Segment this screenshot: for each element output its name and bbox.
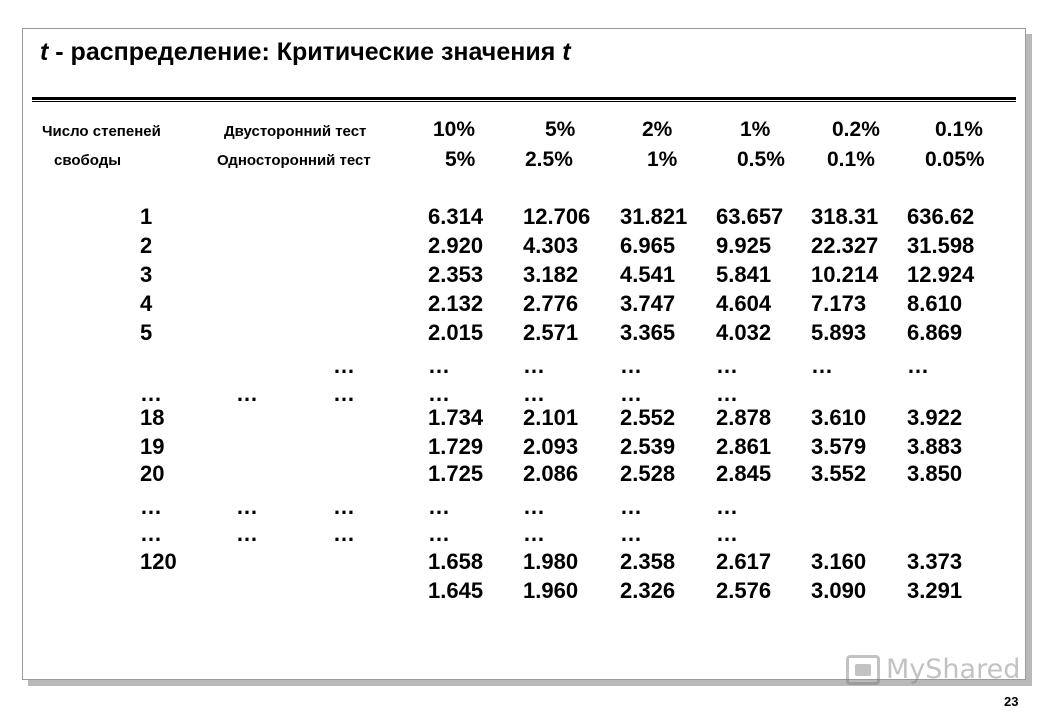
t-value-cell: 2.861 <box>716 434 772 459</box>
t-value-cell: 63.657 <box>716 204 784 229</box>
t-value-cell: 2.326 <box>620 578 676 603</box>
t-value-cell: 2.101 <box>523 405 579 430</box>
t-value-cell: 2.086 <box>523 461 579 486</box>
ellipsis-cell: … <box>140 521 162 546</box>
ellipsis-cell: … <box>236 494 258 519</box>
t-value-cell: 31.821 <box>620 204 688 229</box>
ellipsis-cell: … <box>236 381 258 406</box>
title-rule-thin <box>32 101 1016 102</box>
t-value-cell: 1.725 <box>428 461 484 486</box>
two-tailed-level: 0.2% <box>832 118 880 141</box>
t-value-cell: 3.182 <box>523 262 579 287</box>
one-tailed-level: 0.1% <box>827 148 875 171</box>
t-value-cell: 2.528 <box>620 461 676 486</box>
t-value-cell: 2.617 <box>716 549 772 574</box>
two-tailed-level: 0.1% <box>935 118 983 141</box>
ellipsis-cell: … <box>716 353 738 378</box>
t-value-cell: 3.883 <box>907 434 963 459</box>
title-t-symbol: t <box>40 38 49 66</box>
one-tailed-level: 1% <box>647 148 678 171</box>
ellipsis-cell: … <box>333 353 355 378</box>
t-value-cell: 2.878 <box>716 405 772 430</box>
t-value-cell: 2.776 <box>523 291 579 316</box>
t-value-cell: 2.015 <box>428 320 484 345</box>
two-tailed-level: 10% <box>433 118 476 141</box>
two-tailed-label: Двусторонний тест <box>224 123 367 140</box>
t-value-cell: 2.552 <box>620 405 676 430</box>
one-tailed-level: 0.5% <box>737 148 785 171</box>
t-value-cell: 22.327 <box>811 233 879 258</box>
t-value-cell: 2.539 <box>620 434 676 459</box>
df-cell: 4 <box>140 291 153 316</box>
t-value-cell: 3.850 <box>907 461 963 486</box>
presentation-icon <box>846 655 880 685</box>
ellipsis-cell: … <box>716 381 738 406</box>
t-value-cell: 12.706 <box>523 204 591 229</box>
t-value-cell: 3.579 <box>811 434 867 459</box>
ellipsis-cell: … <box>523 521 545 546</box>
ellipsis-cell: … <box>140 381 162 406</box>
one-tailed-level: 5% <box>445 148 476 171</box>
t-value-cell: 4.604 <box>716 291 772 316</box>
watermark-logo <box>846 654 1020 685</box>
t-value-cell: 2.845 <box>716 461 772 486</box>
title-t-symbol-end: t <box>562 38 571 66</box>
df-cell: 2 <box>140 233 153 258</box>
watermark-text: MyShared <box>886 654 1021 685</box>
df-cell: 3 <box>140 262 153 287</box>
t-value-cell: 4.541 <box>620 262 676 287</box>
ellipsis-cell: … <box>620 381 642 406</box>
t-value-cell: 8.610 <box>907 291 963 316</box>
t-value-cell: 3.747 <box>620 291 676 316</box>
ellipsis-cell: … <box>716 494 738 519</box>
ellipsis-cell: … <box>428 521 450 546</box>
t-value-cell: 2.132 <box>428 291 484 316</box>
dof-label-line1: Число степеней <box>42 123 161 140</box>
t-value-cell: 3.160 <box>811 549 867 574</box>
df-cell: 1 <box>140 204 153 229</box>
df-cell: 19 <box>140 434 165 459</box>
ellipsis-cell: … <box>620 494 642 519</box>
dof-label-line2: свободы <box>54 152 122 169</box>
ellipsis-cell: … <box>333 381 355 406</box>
t-value-cell: 318.31 <box>811 204 879 229</box>
ellipsis-cell: … <box>140 494 162 519</box>
t-value-cell: 3.291 <box>907 578 963 603</box>
t-value-cell: 2.571 <box>523 320 579 345</box>
one-tailed-level: 0.05% <box>925 148 985 171</box>
page-title <box>40 38 571 67</box>
t-value-cell: 1.729 <box>428 434 484 459</box>
ellipsis-cell: … <box>428 353 450 378</box>
ellipsis-cell: … <box>428 494 450 519</box>
t-value-cell: 4.303 <box>523 233 579 258</box>
ellipsis-cell: … <box>428 381 450 406</box>
df-cell: 20 <box>140 461 165 486</box>
t-value-cell: 5.893 <box>811 320 867 345</box>
ellipsis-cell: … <box>333 521 355 546</box>
ellipsis-cell: … <box>523 494 545 519</box>
one-tailed-level: 2.5% <box>525 148 573 171</box>
t-value-cell: 3.373 <box>907 549 963 574</box>
t-value-cell: 636.62 <box>907 204 975 229</box>
t-value-cell: 2.353 <box>428 262 484 287</box>
t-value-cell: 2.576 <box>716 578 772 603</box>
page-number: 23 <box>1004 694 1019 709</box>
t-value-cell: 2.093 <box>523 434 579 459</box>
two-tailed-level: 5% <box>545 118 576 141</box>
t-value-cell: 2.920 <box>428 233 484 258</box>
ellipsis-cell: … <box>523 381 545 406</box>
two-tailed-level: 1% <box>740 118 771 141</box>
ellipsis-cell: … <box>620 521 642 546</box>
ellipsis-cell: … <box>716 521 738 546</box>
ellipsis-cell: … <box>620 353 642 378</box>
ellipsis-cell: … <box>523 353 545 378</box>
title-text: - распределение: Критические значения <box>48 38 563 66</box>
t-value-cell: 6.314 <box>428 204 484 229</box>
one-tailed-label: Односторонний тест <box>217 152 371 169</box>
df-cell: 120 <box>140 549 177 574</box>
t-value-cell: 2.358 <box>620 549 676 574</box>
t-value-cell: 31.598 <box>907 233 975 258</box>
df-cell: 5 <box>140 320 153 345</box>
ellipsis-cell: … <box>907 353 929 378</box>
t-value-cell: 3.090 <box>811 578 867 603</box>
t-value-cell: 5.841 <box>716 262 772 287</box>
ellipsis-cell: … <box>811 353 833 378</box>
df-cell: 18 <box>140 405 165 430</box>
t-value-cell: 1.645 <box>428 578 484 603</box>
t-value-cell: 1.960 <box>523 578 579 603</box>
t-value-cell: 4.032 <box>716 320 772 345</box>
t-value-cell: 10.214 <box>811 262 879 287</box>
t-value-cell: 3.365 <box>620 320 676 345</box>
ellipsis-cell: … <box>333 494 355 519</box>
t-value-cell: 6.869 <box>907 320 963 345</box>
t-value-cell: 9.925 <box>716 233 772 258</box>
title-rule-thick <box>32 97 1016 100</box>
t-value-cell: 6.965 <box>620 233 676 258</box>
t-value-cell: 1.734 <box>428 405 484 430</box>
ellipsis-cell: … <box>236 521 258 546</box>
t-value-cell: 3.610 <box>811 405 867 430</box>
t-value-cell: 3.552 <box>811 461 867 486</box>
t-value-cell: 7.173 <box>811 291 867 316</box>
two-tailed-level: 2% <box>642 118 673 141</box>
t-value-cell: 1.658 <box>428 549 484 574</box>
t-value-cell: 1.980 <box>523 549 579 574</box>
t-value-cell: 3.922 <box>907 405 963 430</box>
t-value-cell: 12.924 <box>907 262 975 287</box>
